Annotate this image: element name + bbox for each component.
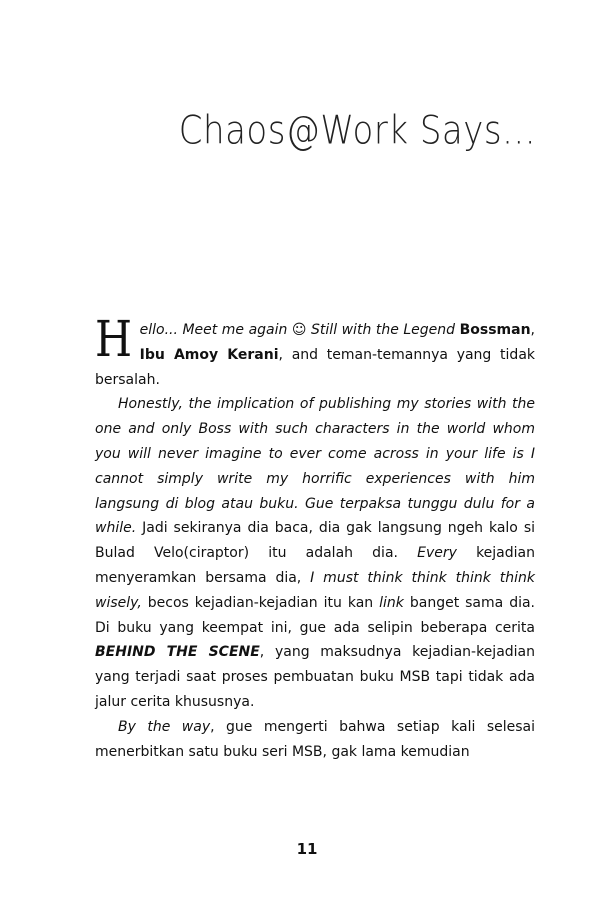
chapter-title: Chaos@Work Says... [178,108,536,154]
text-span: becos kejadian-kejadian itu kan [141,594,380,611]
text-span: kejadian menyeramkan bersama dia, [95,545,535,586]
text-span: ello... Meet me again ☺ Still with the Legend [139,322,460,338]
text-span-italic: Every [417,545,457,562]
text-span-italic: I must think think think think wisely, [95,569,535,611]
text-span-bold: Bossman [459,322,531,338]
paragraph-2 [95,392,535,714]
text-span: , yang maksudnya kejadian-kejadian yang terjadi saat proses pembuatan buku MSB tapi tidak ada jalur cerita khususnya. [95,644,535,710]
text-span-italic: link [379,594,404,611]
text-span: Jadi sekiranya dia baca, dia gak langsung ngeh kalo si Bulad Velo(ciraptor) itu adalah dia. [95,520,535,562]
text-span-bold-italic: BEHIND THE SCENE [95,644,260,661]
text-span: banget sama dia. Di buku yang keempat ini, gue ada selipin beberapa cerita [95,594,535,636]
text-span: , gue mengerti bahwa setiap kali selesai menerbitkan satu buku seri MSB, gak lama kemudian [95,718,535,760]
body-text [95,310,536,764]
text-span: , [530,322,535,338]
text-span-bold: Ibu Amoy Kerani [139,346,279,363]
page-number: 11 [296,840,318,858]
drop-cap: H [95,310,133,368]
text-span-italic: By the way [118,718,211,735]
paragraph-3 [95,715,535,765]
text-span-italic: Honestly, the implication of publishing my stories with the one and only Boss with such characters in the world whom you will never imagine to ever come across in your life is I cannot simply write my horrific experiences with him langsung di blog atau buku. Gue terpaksa tunggu dulu for a while. [95,396,535,537]
text-span: , and teman-temannya yang tidak bersalah. [95,346,536,388]
paragraph-1 [95,310,536,392]
